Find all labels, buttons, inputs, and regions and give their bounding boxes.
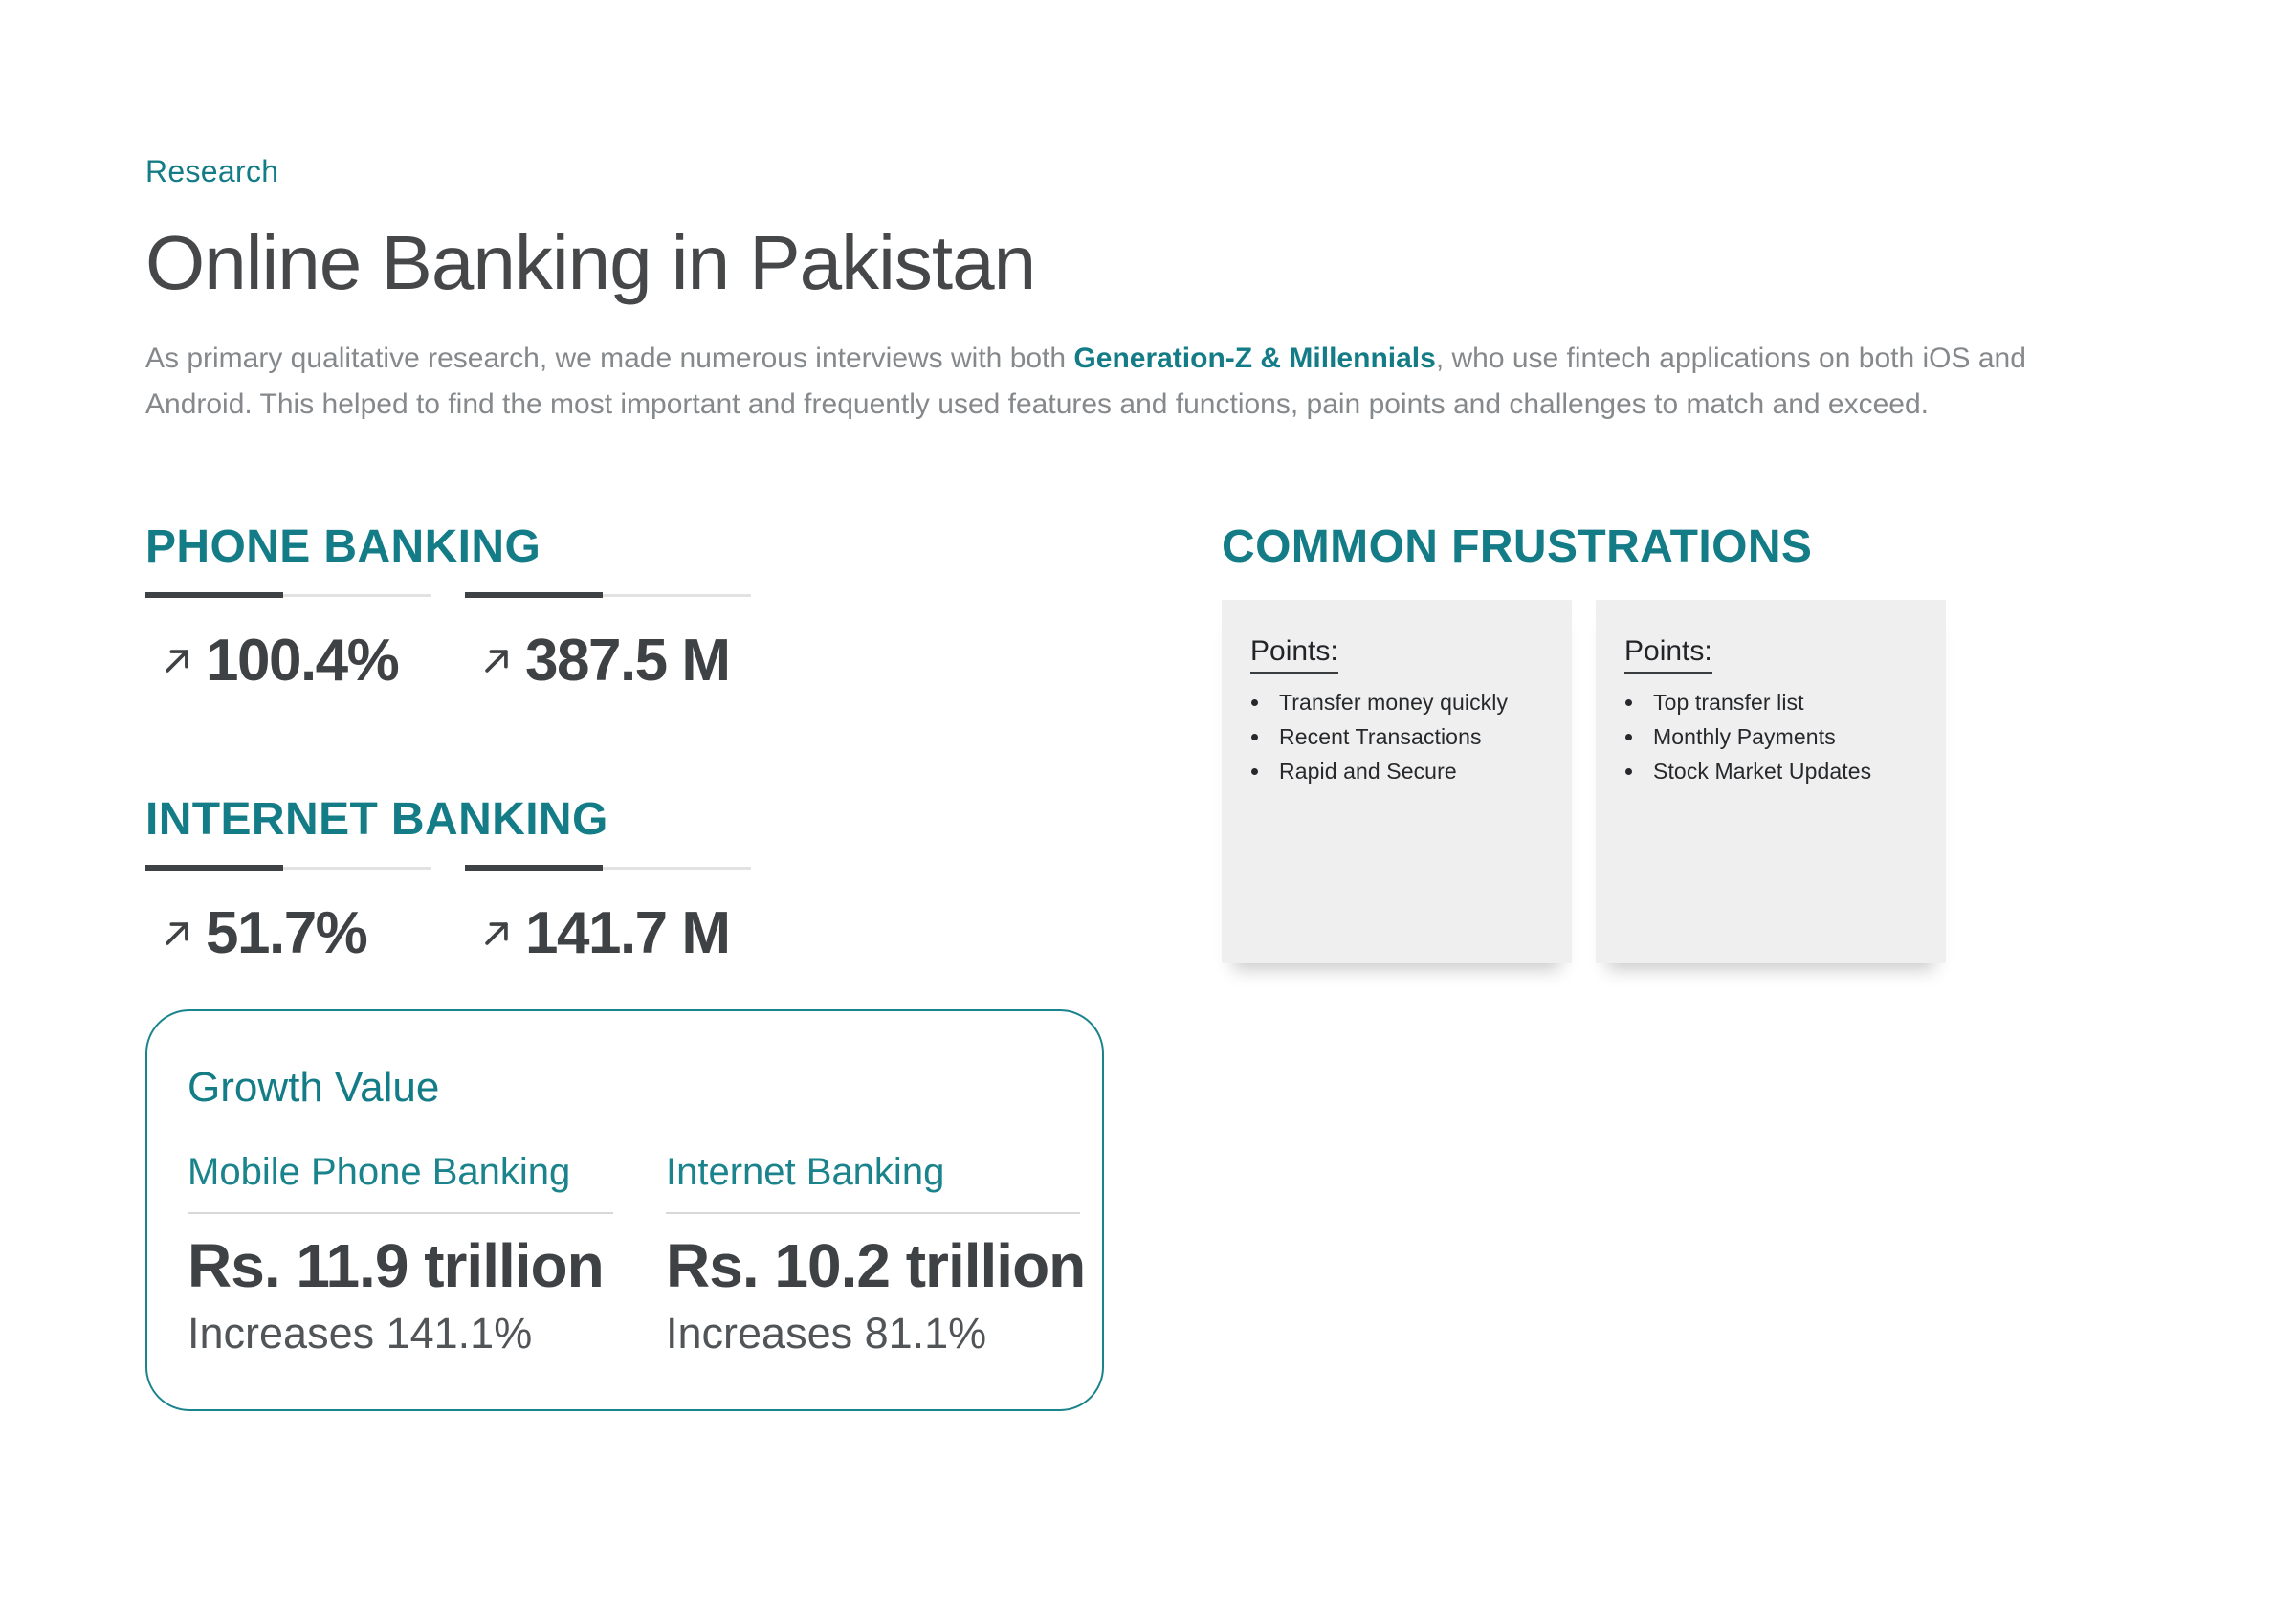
stat-progress-rule [465, 865, 751, 871]
frustration-card [1222, 600, 1572, 963]
growth-divider [188, 1212, 613, 1214]
rule-light-segment [603, 867, 751, 870]
stat-block [465, 865, 751, 967]
stat-value [465, 899, 751, 967]
stat-progress-rule [145, 865, 431, 871]
list-item: • Recent Transactions [1271, 719, 1543, 754]
stat-value [145, 627, 431, 695]
frustrations-column [1222, 523, 1977, 963]
content-columns [145, 523, 2296, 1411]
growth-change: Increases 81.1% [666, 1308, 987, 1358]
growth-column-internet [666, 1150, 1086, 1359]
trend-up-arrow-icon [161, 917, 193, 950]
frustration-card [1596, 600, 1946, 963]
trend-up-arrow-icon [161, 645, 193, 677]
list-item: • Transfer money quickly [1271, 685, 1543, 719]
frustration-cards [1222, 600, 1977, 963]
growth-amount: Rs. 10.2 trillion [666, 1230, 1086, 1300]
rule-light-segment [283, 594, 431, 597]
list-item: • Top transfer list [1645, 685, 1917, 719]
phone-banking-heading: PHONE BANKING [145, 521, 541, 572]
stat-value [145, 899, 431, 967]
rule-light-segment [603, 594, 751, 597]
stat-progress-rule [465, 592, 751, 598]
growth-column-label: Mobile Phone Banking [188, 1150, 571, 1193]
growth-columns [188, 1150, 1086, 1359]
growth-value-title: Growth Value [188, 1063, 440, 1111]
rule-dark-segment [465, 592, 603, 598]
stat-progress-rule [145, 592, 431, 598]
rule-dark-segment [465, 865, 603, 871]
banking-stats-column [145, 523, 1104, 1411]
internet-banking-heading: INTERNET BANKING [145, 794, 608, 846]
list-item: • Monthly Payments [1645, 719, 1917, 754]
growth-column-mobile [188, 1151, 613, 1359]
growth-change: Increases 141.1% [188, 1308, 533, 1358]
eyebrow-label: Research [145, 154, 279, 188]
list-item: • Rapid and Secure [1271, 754, 1543, 788]
points-list [1250, 685, 1543, 788]
trend-up-arrow-icon [480, 917, 513, 950]
trend-up-arrow-icon [480, 645, 513, 677]
rule-dark-segment [145, 865, 283, 871]
internet-banking-stats [145, 865, 1104, 967]
rule-light-segment [283, 867, 431, 870]
points-heading: Points: [1250, 635, 1338, 674]
stat-number: 51.7% [206, 900, 367, 967]
stat-number: 141.7 M [525, 900, 730, 967]
list-item: • Stock Market Updates [1645, 754, 1917, 788]
intro-text-before: As primary qualitative research, we made numerous interviews with both [145, 342, 1074, 374]
growth-amount: Rs. 11.9 trillion [188, 1230, 604, 1300]
growth-divider [666, 1212, 1080, 1214]
growth-value-panel [145, 1009, 1104, 1411]
stat-value [465, 627, 751, 695]
stat-block [145, 865, 431, 967]
stat-block [465, 592, 751, 695]
intro-text-after: , who use fintech applications on both iOS and Android. This helped to find the most important and frequently used features and functions, pain points and challenges to match and exceed. [145, 342, 2026, 420]
rule-dark-segment [145, 592, 283, 598]
stat-number: 387.5 M [525, 628, 730, 694]
points-list [1624, 685, 1917, 788]
common-frustrations-heading: COMMON FRUSTRATIONS [1222, 521, 1813, 572]
intro-paragraph [145, 336, 2068, 428]
stat-block [145, 592, 431, 695]
page-title: Online Banking in Pakistan [145, 220, 1036, 305]
points-heading: Points: [1624, 635, 1712, 674]
growth-column-label: Internet Banking [666, 1150, 945, 1193]
generation-highlight: Generation-Z & Millennials [1073, 342, 1436, 374]
phone-banking-stats [145, 592, 1104, 695]
stat-number: 100.4% [206, 628, 399, 694]
